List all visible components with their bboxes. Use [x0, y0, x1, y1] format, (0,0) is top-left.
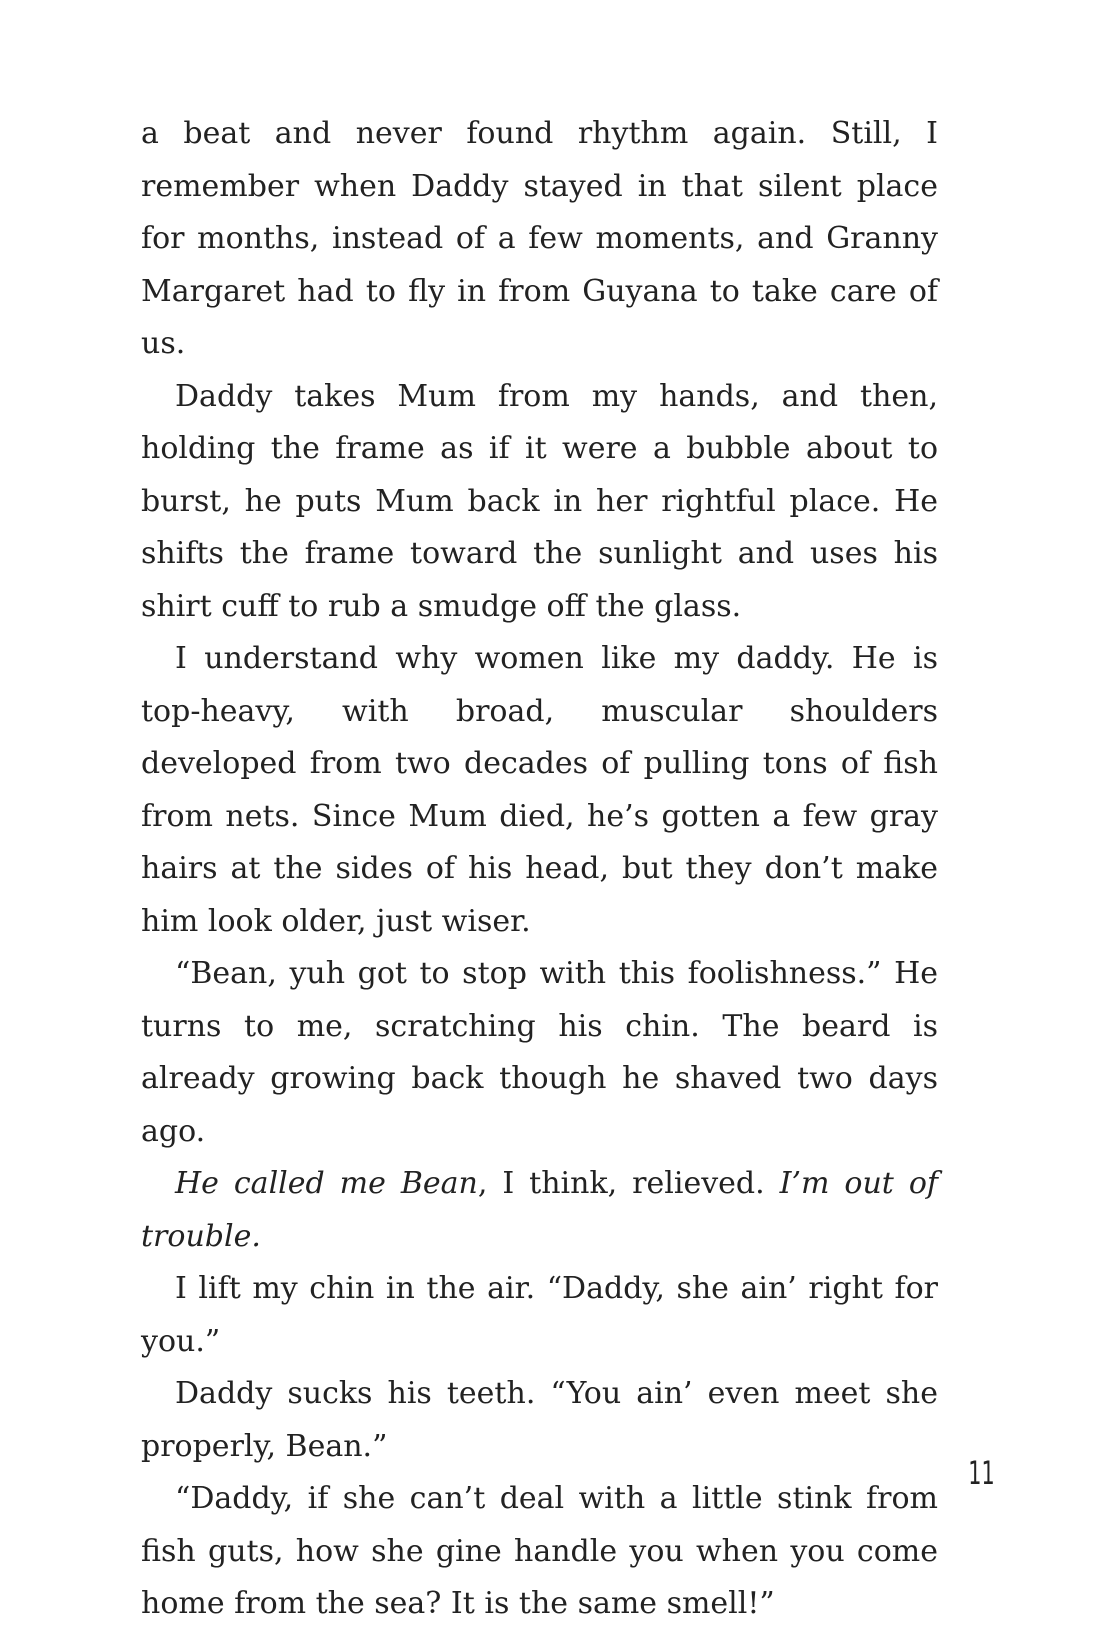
paragraph-2: Daddy takes Mum from my hands, and then, holding the frame as if it were a bubble about to burst, he puts Mum back in her rightful place. He shifts the frame toward the sunlight and uses his shirt cuff to rub a smudge off the glass.	[141, 378, 938, 624]
narration-text: , I think, relieved.	[477, 1166, 780, 1201]
paragraph-4: “Bean, yuh got to stop with this foolishness.” He turns to me, scratching his chin. The beard is already growing back though he shaved two days ago.	[141, 956, 938, 1149]
paragraph-7: Daddy sucks his teeth. “You ain’ even meet she properly, Bean.”	[141, 1376, 938, 1464]
paragraph-5	[141, 1158, 938, 1263]
paragraph-3: I understand why women like my daddy. He is top-heavy, with broad, muscular shoulders developed from two decades of pulling tons of fish from nets. Since Mum died, he’s gotten a few gray hairs at the sides of his head, but they don’t make him look older, just wiser.	[141, 641, 938, 939]
paragraph-6: I lift my chin in the air. “Daddy, she ain’ right for you.”	[141, 1271, 938, 1359]
body-text	[141, 108, 938, 1631]
paragraph-8: “Daddy, if she can’t deal with a little stink from fish guts, how she gine handle you when you come home from the sea? It is the same smell!”	[141, 1481, 938, 1621]
page-number: 11	[968, 1454, 995, 1492]
italic-thought-2: I’m out of trouble.	[141, 1166, 938, 1254]
paragraph-1: a beat and never found rhythm again. Still, I remember when Daddy stayed in that silent place for months, instead of a few moments, and Granny Margaret had to fly in from Guyana to take care of us.	[141, 116, 938, 361]
italic-thought-1: He called me Bean	[175, 1166, 478, 1201]
